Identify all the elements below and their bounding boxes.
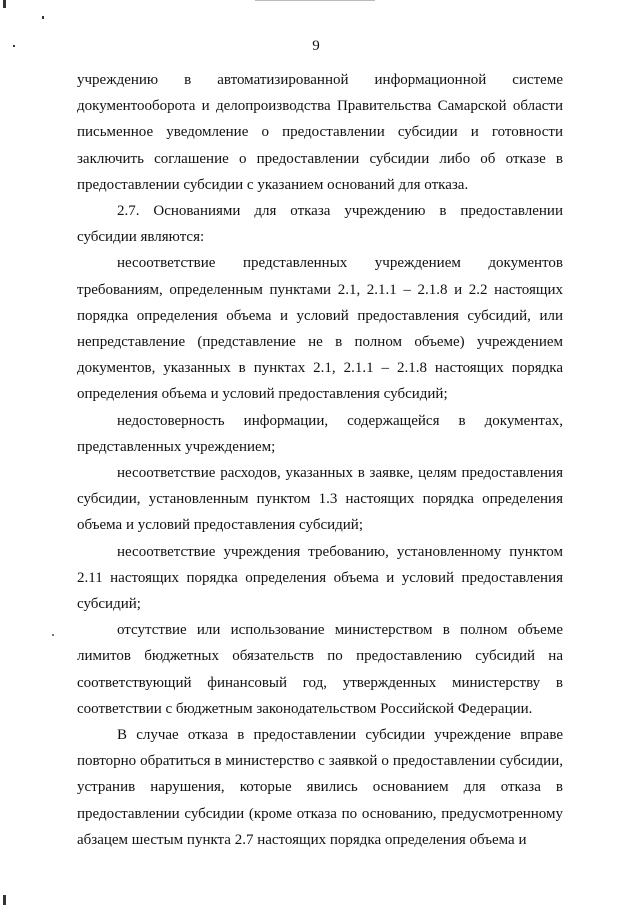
paragraph: отсутствие или использование министерством в полном объеме лимитов бюджетных обязательств по предоставлению субсидий на соответствующий финансовый год, утвержденных министерству в соответствии с бюджетным законодательством Российской Федерации. [77, 622, 563, 717]
page-number: 9 [312, 38, 320, 54]
scan-top-line [255, 0, 375, 1]
document-body [77, 67, 563, 853]
paragraph: несоответствие расходов, указанных в заявке, целям предоставления субсидии, установленным пунктом 1.3 настоящих порядка определения объема и условий предоставления субсидий; [77, 465, 563, 534]
paragraph: В случае отказа в предоставлении субсидии учреждение вправе повторно обратиться в министерство с заявкой о предоставлении субсидии, устранив нарушения, которые явились основанием для отказа в предоставлении субсидии (кроме отказа по основанию, предусмотренному абзацем шестым пункта 2.7 настоящих порядка определения объема и [77, 727, 563, 848]
paragraph: учреждению в автоматизированной информационной системе документооборота и делопроизводства Правительства Самарской области письменное уведомление о предоставлении субсидии и готовности заключить соглашение о предоставлении субсидии либо об отказе в предоставлении субсидии с указанием оснований для отказа. [77, 72, 563, 193]
scan-speck [42, 16, 44, 19]
scan-edge-mark [3, 895, 6, 905]
paragraph: недостоверность информации, содержащейся в документах, представленных учреждением; [77, 412, 563, 455]
paragraph: несоответствие представленных учреждением документов требованиям, определенным пунктами 2.1, 2.1.1 – 2.1.8 и 2.2 настоящих порядка определения объема и условий предоставления субсидий, или непредставление (представление не в полном объеме) учреждением документов, указанных в пунктах 2.1, 2.1.1 – 2.1.8 настоящих порядка определения объема и условий предоставления субсидий; [77, 255, 563, 403]
paragraph: несоответствие учреждения требованию, установленному пунктом 2.11 настоящих порядка определения объема и условий предоставления субсидий; [77, 543, 563, 613]
scan-speck [52, 634, 54, 636]
scan-edge-mark [3, 0, 6, 8]
paragraph: 2.7. Основаниями для отказа учреждению в предоставлении субсидии являются: [77, 203, 563, 246]
